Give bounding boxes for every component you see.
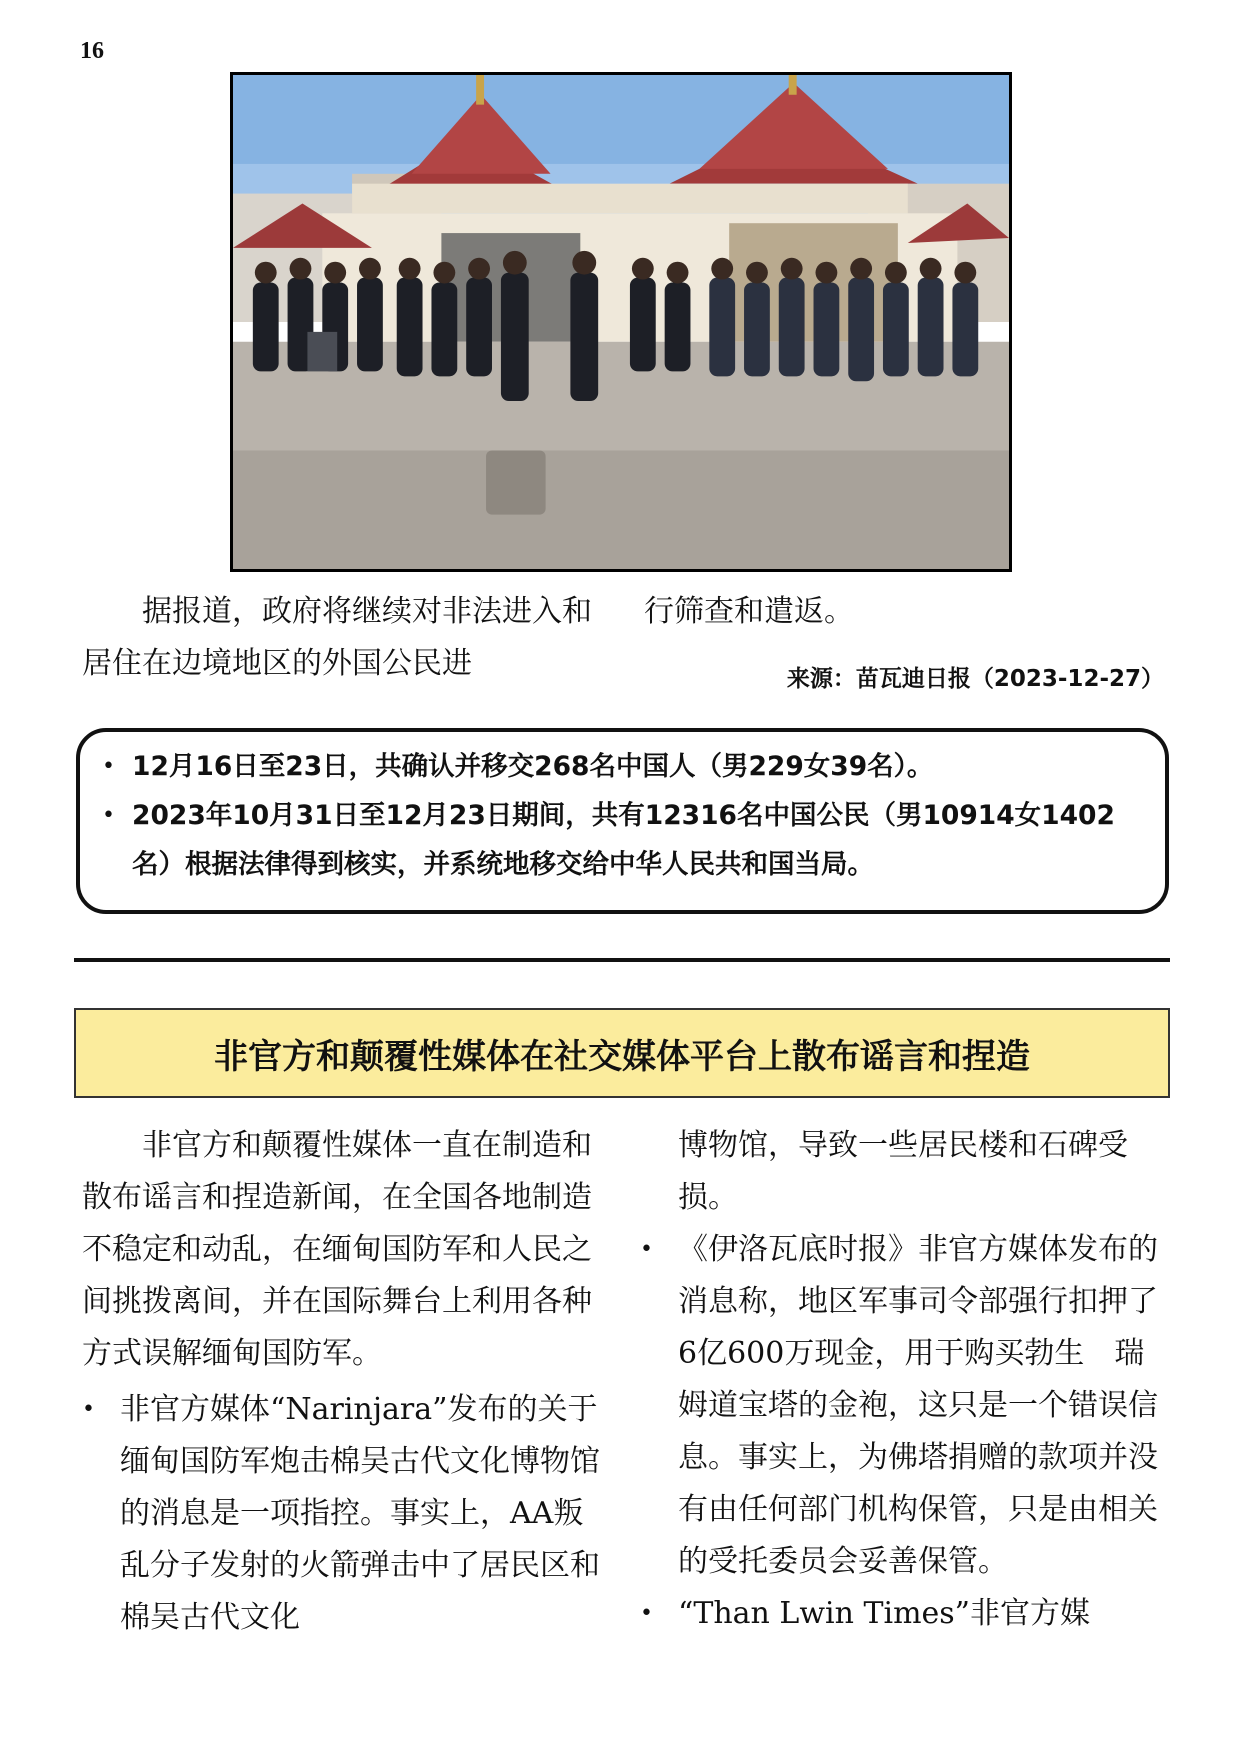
body-right-column [640,1120,1168,1640]
section-headline: 非官方和颠覆性媒体在社交媒体平台上散布谣言和捏造 [74,1008,1170,1098]
top-left-paragraph [82,586,610,690]
bullet-icon: • [102,803,115,828]
screening-paragraph-end: 行筛查和遣返。 [644,594,854,629]
body-left-column [82,1120,610,1644]
page-number: 16 [80,38,104,64]
list-item-text: 非官方媒体“Narinjara”发布的关于缅甸国防军炮击棉吴古代文化博物馆的消息是一项指控。事实上，AA叛乱分子发射的火箭弹击中了居民区和棉吴古代文化 [120,1392,600,1635]
list-item-text: 《伊洛瓦底时报》非官方媒体发布的消息称，地区军事司令部强行扣押了6亿600万现金，用于购买勃生 瑞姆道宝塔的金袍，这只是一个错误信息。事实上，为佛塔捐赠的款项并没有由任何部门机构保管，只是由相关的受托委员会妥善保管。 [678,1232,1158,1579]
list-item-continuation [640,1120,1168,1224]
key-point-item [92,742,1145,791]
screening-paragraph: 据报道，政府将继续对非法进入和居住在边境地区的外国公民进 [82,594,592,681]
bullet-icon: • [82,1397,95,1422]
source-citation: 来源：苗瓦迪日报（2023-12-27） [786,666,1164,692]
list-item [82,1384,610,1644]
key-point-text: 2023年10月31日至12月23日期间，共有12316名中国公民（男10914女1402名）根据法律得到核实，并系统地移交给中华人民共和国当局。 [132,800,1115,880]
key-point-text: 12月16日至23日，共确认并移交268名中国人（男229女39名）。 [132,751,934,782]
bullet-icon: • [640,1601,653,1626]
key-points-box [76,728,1169,914]
top-right-paragraph [644,586,1164,638]
list-item [640,1224,1168,1588]
list-item [640,1588,1168,1640]
key-point-item [92,791,1145,889]
border-gate-photo [230,72,1012,572]
bullet-icon: • [102,754,115,779]
list-item-text: “Than Lwin Times”非官方媒 [678,1596,1091,1631]
border-gate-photo-drawing [233,75,1009,569]
intro-paragraph: 非官方和颠覆性媒体一直在制造和散布谣言和捏造新闻，在全国各地制造不稳定和动乱，在缅甸国防军和人民之间挑拨离间，并在国际舞台上利用各种方式误解缅甸国防军。 [82,1128,592,1371]
section-divider [74,958,1170,962]
bullet-icon: • [640,1237,653,1262]
list-item-text: 博物馆，导致一些居民楼和石碑受损。 [678,1128,1128,1215]
